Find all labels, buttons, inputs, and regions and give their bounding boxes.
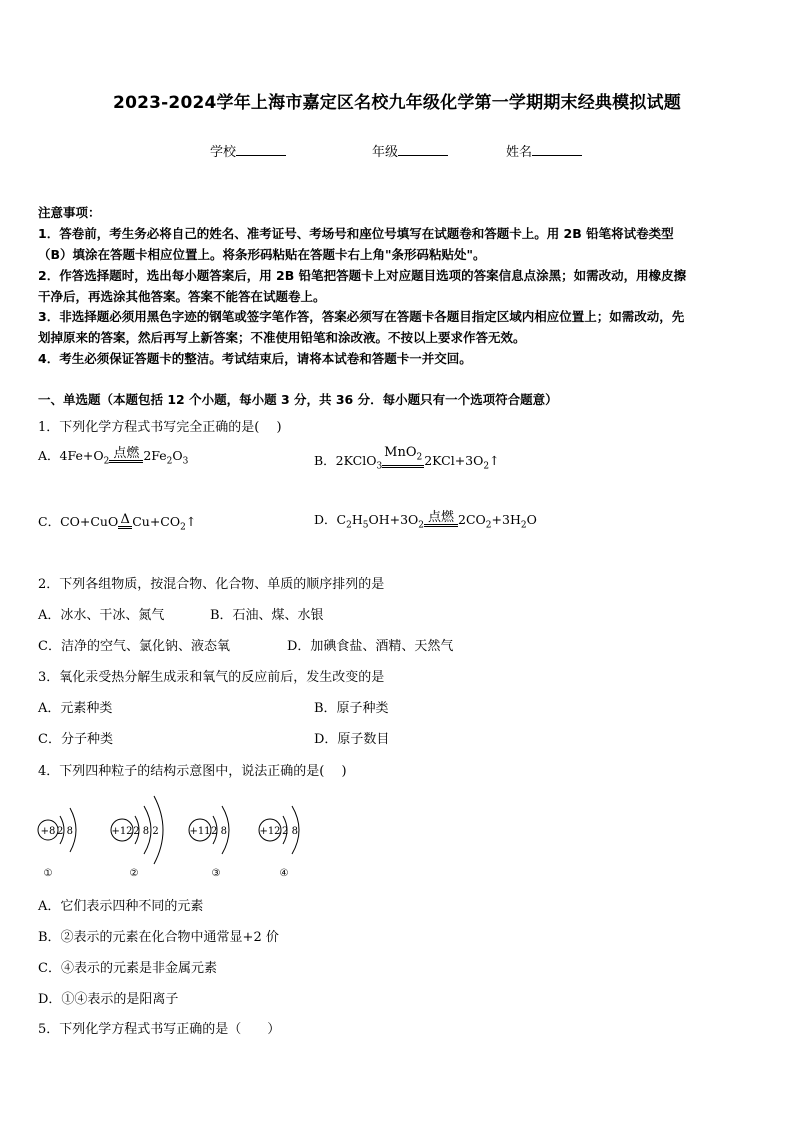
- notice-line: 1．答卷前，考生务必将自己的姓名、准考证号、考场号和座位号填写在试题卷和答题卡上。用 2B 铅笔将试卷类型: [38, 226, 674, 241]
- q1-option-d: D．$C_2H_5OH+3O_2$ 点燃 $2CO_2+3H_2O$: [314, 509, 537, 531]
- name-label: 姓名: [506, 145, 533, 160]
- school-blank: [236, 143, 286, 156]
- school-label: 学校: [210, 145, 237, 160]
- shell-electrons: 2 8: [282, 826, 298, 837]
- q2-option-a: A．冰水、干冰、氮气: [38, 608, 165, 623]
- page-title: 2023-2024学年上海市嘉定区名校九年级化学第一学期期末经典模拟试题: [113, 93, 681, 113]
- catalyst-text: MnO$_2$: [384, 445, 423, 463]
- atom-structure-diagrams: [30, 786, 320, 882]
- q4-option-c: C．④表示的元素是非金属元素: [38, 961, 217, 976]
- question-3-stem: 3．氧化汞受热分解生成汞和氧气的反应前后，发生改变的是: [38, 670, 385, 685]
- atom-diagram-3: [189, 806, 229, 879]
- grade-blank: [398, 143, 448, 156]
- nucleus-label: +8: [40, 826, 56, 837]
- q4-option-a: A．它们表示四种不同的元素: [38, 899, 204, 914]
- q3-option-d: D．原子数目: [314, 732, 390, 747]
- grade-label: 年级: [372, 145, 399, 160]
- q1-option-b: B．2KClO$_3$ MnO$_2$ $2KCl+3O_2↑$: [314, 445, 500, 472]
- section-heading: 一、单选题（本题包括 12 个小题，每小题 3 分，共 36 分．每小题只有一个选项符合题意）: [38, 392, 558, 407]
- nucleus-label: +12: [259, 826, 281, 837]
- shell-electrons: 2 8: [211, 826, 227, 837]
- q4-option-b: B．②表示的元素在化合物中通常显+2 价: [38, 930, 279, 945]
- q1-option-a: A．$4Fe+O_2$ 点燃 $2Fe_2O_3$: [38, 445, 189, 467]
- condition-text: 点燃: [113, 445, 140, 461]
- q4-option-d: D．①④表示的是阳离子: [38, 992, 179, 1007]
- notice-heading: 注意事项：: [38, 205, 101, 220]
- nucleus-label: +11: [189, 826, 211, 837]
- grade-field: [372, 141, 448, 160]
- q1-option-c: C．CO+CuO Δ $Cu+CO_2↑$: [38, 511, 197, 533]
- atom-marker: ④: [279, 868, 289, 879]
- atom-diagram-2: [111, 796, 163, 879]
- atom-marker: ②: [129, 868, 139, 879]
- notice-line: 4．考生必须保证答题卡的整洁。考试结束后，请将本试卷和答题卡一并交回。: [38, 351, 472, 366]
- shell-electrons: 2 8: [57, 826, 73, 837]
- nucleus-label: +12: [111, 826, 133, 837]
- question-1-stem: 1．下列化学方程式书写完全正确的是( ): [38, 420, 282, 435]
- notice-line: 3．非选择题必须用黑色字迹的钢笔或签字笔作答，答案必须写在答题卡各题目指定区域内相应位置上；如需改动，先: [38, 309, 685, 324]
- q2-option-c: C．洁净的空气、氯化钠、液态氧: [38, 639, 230, 654]
- q3-option-b: B．原子种类: [314, 701, 389, 716]
- notice-line: 干净后，再选涂其他答案。答案不能答在试题卷上。: [38, 289, 326, 304]
- q3-option-a: A．元素种类: [38, 701, 113, 716]
- question-2-stem: 2．下列各组物质，按混合物、化合物、单质的顺序排列的是: [38, 577, 385, 592]
- notice-line: 2．作答选择题时，选出每小题答案后，用 2B 铅笔把答题卡上对应题目选项的答案信息点涂黑；如需改动，用橡皮擦: [38, 268, 687, 283]
- name-blank: [532, 143, 582, 156]
- q2-option-d: D．加碘食盐、酒精、天然气: [287, 639, 454, 654]
- notice-line: （B）填涂在答题卡相应位置上。将条形码粘贴在答题卡右上角"条形码粘贴处"。: [38, 247, 486, 262]
- atom-diagram-1: [38, 808, 76, 879]
- atom-marker: ③: [211, 868, 221, 879]
- q2-option-b: B．石油、煤、水银: [210, 608, 324, 623]
- notice-line: 划掉原来的答案，然后再写上新答案；不准使用铅笔和涂改液。不按以上要求作答无效。: [38, 330, 526, 345]
- name-field: [506, 141, 582, 160]
- shell-electrons: 2 8 2: [133, 826, 159, 837]
- q3-option-c: C．分子种类: [38, 732, 113, 747]
- condition-text: 点燃: [428, 509, 455, 525]
- question-4-stem: 4．下列四种粒子的结构示意图中，说法正确的是( ): [38, 764, 347, 779]
- school-field: [210, 141, 286, 160]
- question-5-stem: 5．下列化学方程式书写正确的是（ ）: [38, 1022, 281, 1037]
- heat-symbol: Δ: [120, 511, 130, 527]
- atom-diagram-4: [259, 806, 299, 879]
- atom-marker: ①: [43, 868, 53, 879]
